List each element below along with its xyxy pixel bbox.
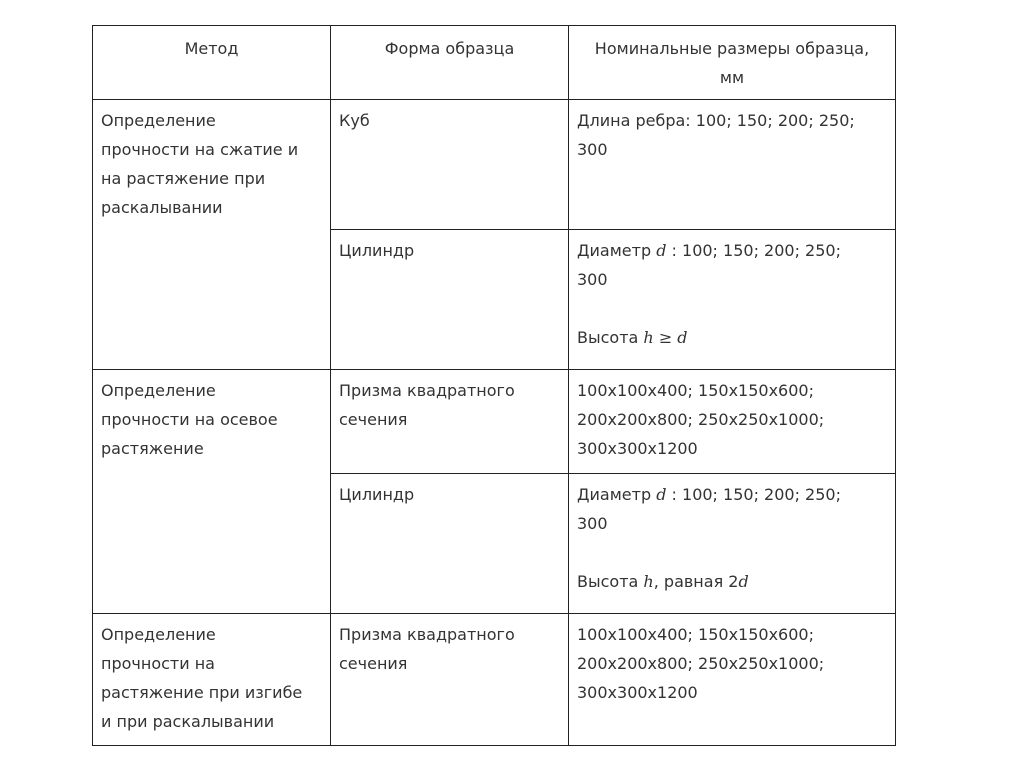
shape-text: Призма квадратного — [339, 625, 515, 644]
method-cell — [93, 614, 331, 746]
method-text: прочности на — [101, 654, 215, 673]
shape-cell — [331, 230, 569, 370]
method-text: растяжение — [101, 439, 204, 458]
method-text: растяжение при изгибе — [101, 683, 303, 702]
method-cell — [93, 370, 331, 614]
shape-text: Цилиндр — [339, 241, 415, 260]
specimen-table — [92, 25, 896, 746]
method-text: прочности на сжатие и — [101, 140, 299, 159]
size-text: 300 — [577, 514, 608, 533]
method-text: раскалывании — [101, 198, 223, 217]
table-row — [93, 614, 896, 746]
shape-text: Куб — [339, 111, 370, 130]
header-sizes-line1: Номинальные размеры образца, — [594, 39, 870, 58]
table-row — [93, 370, 896, 474]
height-variable-2: d — [738, 572, 749, 591]
size-text: 300 — [577, 140, 608, 159]
size-text: 200x200x800; 250x250x1000; — [577, 410, 825, 429]
size-cell — [569, 614, 896, 746]
height-expression: h ≥ d — [643, 328, 688, 347]
header-shape: Форма образца — [331, 26, 569, 100]
diameter-label: Диаметр — [577, 241, 652, 260]
shape-text: сечения — [339, 410, 408, 429]
size-cell — [569, 100, 896, 230]
height-label: Высота — [577, 572, 639, 591]
diameter-values: : 100; 150; 200; 250; — [671, 485, 841, 504]
size-cell — [569, 474, 896, 614]
height-label: Высота — [577, 328, 639, 347]
method-text: Определение — [101, 381, 216, 400]
shape-text: сечения — [339, 654, 408, 673]
height-equal-text: , равная 2 — [653, 572, 739, 591]
height-variable: h — [643, 572, 654, 591]
size-text — [577, 236, 887, 265]
method-text: и при раскалывании — [101, 712, 275, 731]
shape-cell — [331, 474, 569, 614]
table-container — [92, 25, 896, 746]
size-text: 100x100x400; 150x150x600; — [577, 381, 814, 400]
shape-cell — [331, 100, 569, 230]
shape-text: Цилиндр — [339, 485, 415, 504]
height-text — [577, 323, 887, 352]
table-header-row — [93, 26, 896, 100]
header-sizes — [569, 26, 896, 100]
table-row — [93, 100, 896, 230]
spacer — [577, 294, 887, 323]
diameter-variable: d — [656, 485, 667, 504]
height-text — [577, 567, 887, 596]
method-text: на растяжение при — [101, 169, 266, 188]
size-cell — [569, 370, 896, 474]
method-text: Определение — [101, 625, 216, 644]
header-sizes-line2: мм — [719, 68, 745, 87]
method-text: Определение — [101, 111, 216, 130]
size-text: 300x300x1200 — [577, 439, 698, 458]
shape-text: Призма квадратного — [339, 381, 515, 400]
method-text: прочности на осевое — [101, 410, 278, 429]
shape-cell — [331, 370, 569, 474]
spacer — [577, 538, 887, 567]
diameter-values: : 100; 150; 200; 250; — [671, 241, 841, 260]
header-method: Метод — [93, 26, 331, 100]
method-cell — [93, 100, 331, 370]
diameter-variable: d — [656, 241, 667, 260]
shape-cell — [331, 614, 569, 746]
diameter-label: Диаметр — [577, 485, 652, 504]
size-text: Длина ребра: 100; 150; 200; 250; — [577, 111, 855, 130]
size-text: 200x200x800; 250x250x1000; — [577, 654, 825, 673]
size-text: 300 — [577, 270, 608, 289]
size-text: 100x100x400; 150x150x600; — [577, 625, 814, 644]
size-cell — [569, 230, 896, 370]
size-text — [577, 480, 887, 509]
size-text: 300x300x1200 — [577, 683, 698, 702]
